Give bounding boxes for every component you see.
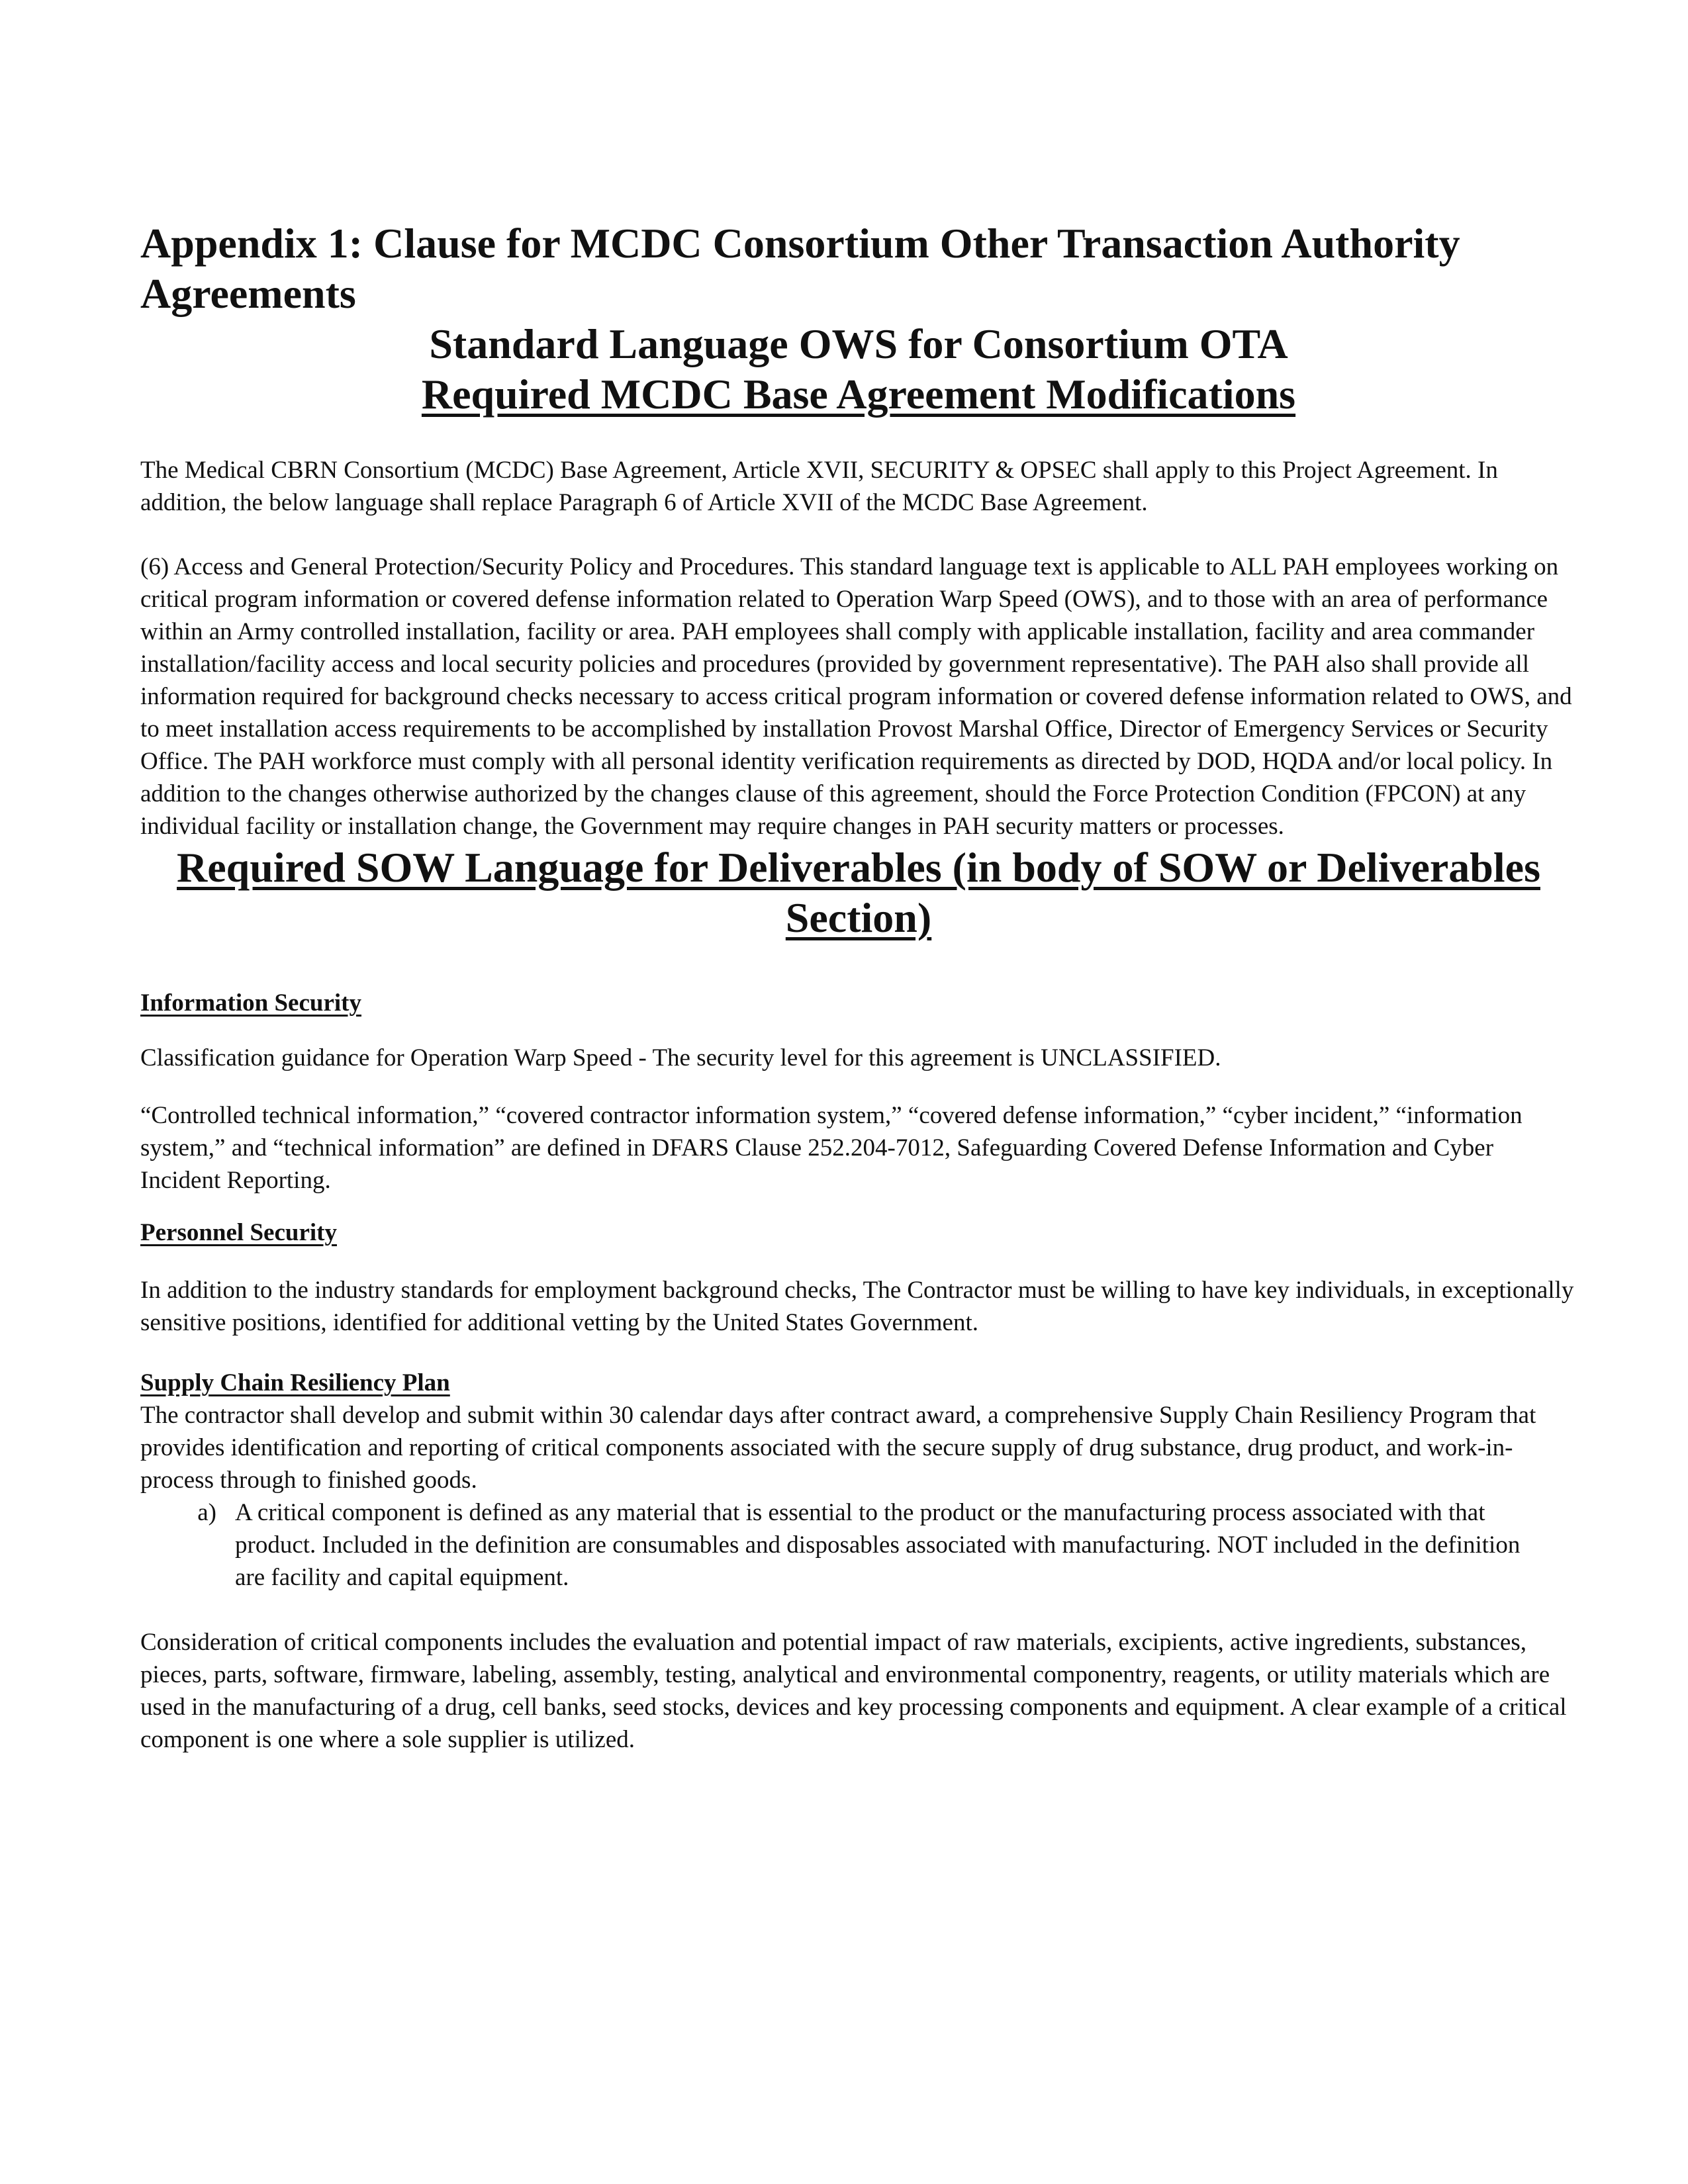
supply-chain-heading: Supply Chain Resiliency Plan [140, 1369, 450, 1396]
personnel-security-paragraph: In addition to the industry standards for employment background checks, The Contractor must be willing to have key individuals, in exceptionally sensitive positions, identified for additional vetting by the United States Government. [140, 1277, 1574, 1336]
list-marker: a) [197, 1499, 216, 1526]
list-item [140, 1496, 1577, 1594]
intro-paragraph: The Medical CBRN Consortium (MCDC) Base Agreement, Article XVII, SECURITY & OPSEC shall apply to this Project Agreement. In addition, the below language shall replace Paragraph 6 of Article XVII of the MCDC Base Agreement. [140, 457, 1498, 516]
section-heading-base-agreement: Required MCDC Base Agreement Modifications [421, 371, 1296, 418]
consideration-paragraph: Consideration of critical components includes the evaluation and potential impact of raw materials, excipients, active ingredients, substances, pieces, parts, software, firmware, labeling, assembly, testing, analytical and environmental componentry, reagents, or utility materials which are used in the manufacturing of a drug, cell banks, seed stocks, devices and key processing components and equipment. A clear example of a critical component is one where a sole supplier is utilized. [140, 1629, 1567, 1753]
appendix-title: Appendix 1: Clause for MCDC Consortium Other Transaction Authority Agreements [140, 220, 1460, 317]
supply-chain-paragraph: The contractor shall develop and submit within 30 calendar days after contract award, a comprehensive Supply Chain Resiliency Program that provides identification and reporting of critical components associated with the secure supply of drug substance, drug product, and work-in-process through to finished goods. [140, 1402, 1536, 1494]
document-content [140, 218, 1577, 1756]
personnel-security-heading: Personnel Security [140, 1219, 337, 1246]
subtitle: Standard Language OWS for Consortium OTA [429, 320, 1288, 367]
access-paragraph: (6) Access and General Protection/Security Policy and Procedures. This standard language text is applicable to ALL PAH employees working on critical program information or covered defense information related to Operation Warp Speed (OWS), and to those with an area of performance within an Army controlled installation, facility or area. PAH employees shall comply with applicable installation, facility and area commander installation/facility access and local security policies and procedures (provided by government representative). The PAH also shall provide all information required for background checks necessary to access critical program information or covered defense information related to OWS, and to meet installation access requirements to be accomplished by installation Provost Marshal Office, Director of Emergency Services or Security Office. The PAH workforce must comply with all personal identity verification requirements as directed by DOD, HQDA and/or local policy. In addition to the changes otherwise authorized by the changes clause of this agreement, should the Force Protection Condition (FPCON) at any individual facility or installation change, the Government may require changes in PAH security matters or processes. [140, 553, 1572, 840]
definitions-paragraph: “Controlled technical information,” “covered contractor information system,” “covered defense information,” “cyber incident,” “information system,” and “technical information” are defined in DFARS Clause 252.204-7012, Safeguarding Covered Defense Information and Cyber Incident Reporting. [140, 1102, 1523, 1194]
classification-paragraph: Classification guidance for Operation Warp Speed - The security level for this agreement is UNCLASSIFIED. [140, 1044, 1221, 1071]
section-heading-sow: Required SOW Language for Deliverables (in body of SOW or Deliverables Section) [177, 844, 1540, 941]
info-security-heading: Information Security [140, 989, 361, 1017]
list-item-text: A critical component is defined as any material that is essential to the product or the manufacturing process associated with that product. Included in the definition are consumables and disposables associated with manufacturing. NOT included in the definition are facility and capital equipment. [235, 1499, 1521, 1591]
